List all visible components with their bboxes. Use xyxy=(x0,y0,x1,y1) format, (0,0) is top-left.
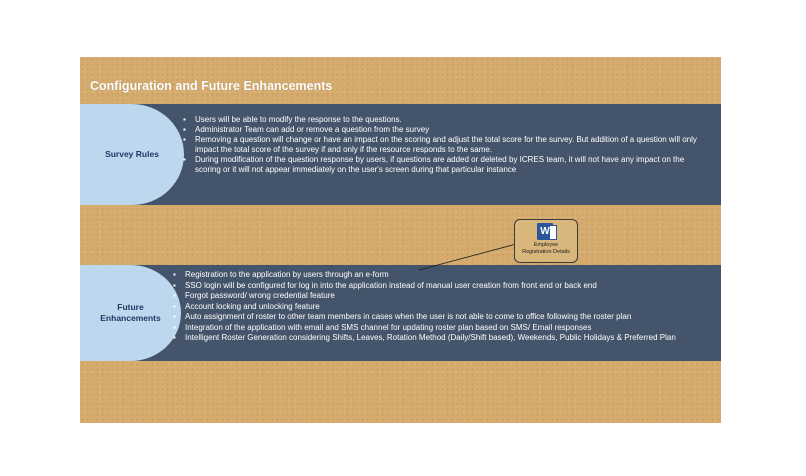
list-item: ▪ Intelligent Roster Generation considering Shifts, Leaves, Rotation Method (Daily/Shift based), Weekends, Public Holidays & Preferred Plan xyxy=(172,333,717,344)
attachment-label-line1: Employee xyxy=(533,242,559,248)
survey-rules-label: Survey Rules xyxy=(105,149,159,159)
list-item: ▪ Integration of the application with email and SMS channel for updating roster plan based on SMS/ Email responses xyxy=(172,323,717,334)
list-item: ▪ During modification of the question response by users, if questions are added or deleted by ICRES team, it will not have any impact on the scoring or it will not appear immediately on the user's screen during that particular instance xyxy=(182,155,710,175)
list-item: ▪ SSO login will be configured for log in into the application instead of manual user creation from front end or back end xyxy=(172,281,717,292)
list-item: ▪ Registration to the application by users through an e-form xyxy=(172,270,717,281)
word-document-icon[interactable] xyxy=(537,223,553,240)
slide xyxy=(80,57,721,423)
list-item: ▪ Account locking and unlocking feature xyxy=(172,302,717,313)
attachment-label-line2: Registration Details xyxy=(522,249,570,255)
word-icon-letter: W xyxy=(540,226,550,237)
attachment-connector-line xyxy=(80,57,721,423)
list-item: ▪ Forgot password/ wrong credential feature xyxy=(172,291,717,302)
list-item: ▪ Users will be able to modify the response to the questions. xyxy=(182,115,710,125)
embedded-attachment[interactable] xyxy=(514,219,578,263)
future-enhancements-label-line1: Future xyxy=(117,302,144,312)
list-item: ▪ Administrator Team can add or remove a question from the survey xyxy=(182,125,710,135)
attachment-label xyxy=(515,242,577,256)
future-enhancements-label-line2: Enhancements xyxy=(100,313,161,323)
list-item: ▪ Auto assignment of roster to other team members in cases when the user is not able to come to office following the roster plan xyxy=(172,312,717,323)
list-item: ▪ Removing a question will change or have an impact on the scoring and adjust the total score for the survey. But addition of a question will only impact the total score of the survey if and only if the resource responds to the same. xyxy=(182,135,710,155)
slide-title: Configuration and Future Enhancements xyxy=(90,79,333,93)
